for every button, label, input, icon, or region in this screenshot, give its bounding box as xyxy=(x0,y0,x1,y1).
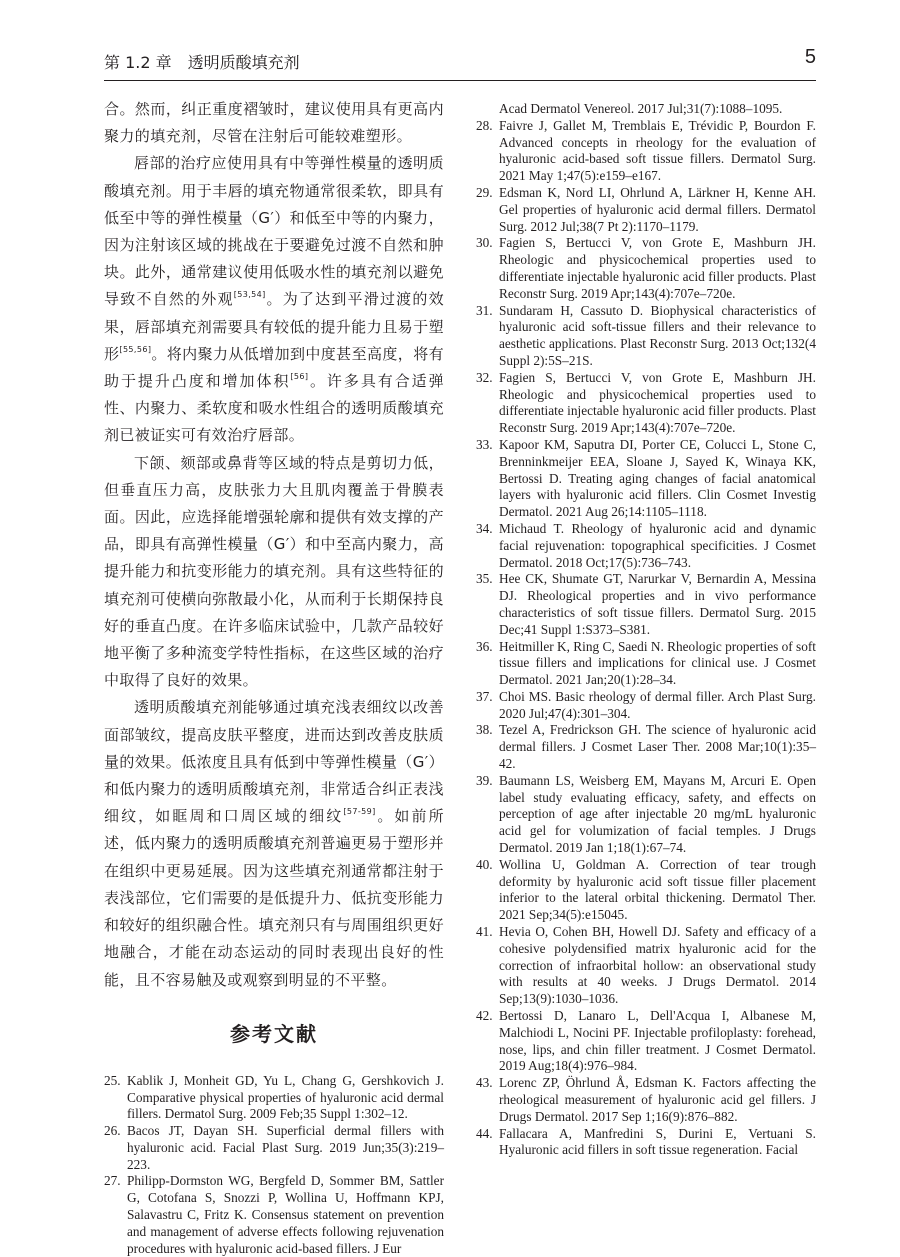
reference-item: 42. Bertossi D, Lanaro L, Dell'Acqua I, Albanese M, Malchiodi L, Nocini PF. Injectable profiloplasty: forehead, nose, lips, and chin filler treatment. J Cosmet Dermatol. 2019 Aug;18(4):976–984. xyxy=(476,1008,816,1074)
reference-item: 36. Heitmiller K, Ring C, Saedi N. Rheologic properties of soft tissue fillers and implications for clinical use. J Cosmet Dermatol. 2021 Jan;20(1):28–34. xyxy=(476,638,816,688)
reference-item: 39. Baumann LS, Weisberg EM, Mayans M, Arcuri E. Open label study evaluating efficacy, safety, and effects on perception of age after injectable 20 mg/mL hyaluronic acid gel for volumization of facial temples. J Drugs Dermatol. 2019 Jan 1;18(1):67–74. xyxy=(476,772,816,856)
header-rule xyxy=(104,80,816,81)
reference-item: 34. Michaud T. Rheology of hyaluronic acid and dynamic facial rejuvenation: topographical specificities. J Cosmet Dermatol. 2018 Oct;17(5):736–743. xyxy=(476,520,816,570)
body-paragraph: 透明质酸填充剂能够通过填充浅表细纹以改善面部皱纹，提高皮肤平整度，进而达到改善皮肤质量的效果。低浓度且具有低到中等弹性模量（G′）和低内聚力的透明质酸填充剂，非常适合纠正表浅细纹，如眶周和口周区域的细纹[57-59]。如前所述，低内聚力的透明质酸填充剂普遍更易于塑形并在组织中更易延展。因为这些填充剂通常都注射于表浅部位，它们需要的是低提升力、低抗变形能力和较好的组织融合性。填充剂只有与周围组织更好地融合，才能在动态运动的同时表现出良好的性能，且不容易触及或观察到明显的不平整。 xyxy=(104,698,444,989)
citation: [55,56] xyxy=(119,344,152,354)
reference-item: 33. Kapoor KM, Saputra DI, Porter CE, Colucci L, Stone C, Brenninkmeijer EEA, Sloane J, Sayed K, Winaya KK, Bertossi D. Treating aging changes of facial anatomical layers with hyaluronic acid fillers. Clin Cosmet Investig Dermatol. 2021 Aug 26;14:1105–1118. xyxy=(476,436,816,520)
running-header xyxy=(104,46,816,76)
reference-item: 32. Fagien S, Bertucci V, von Grote E, Mashburn JH. Rheologic and physicochemical properties used to differentiate injectable hyaluronic acid filler products. Plast Reconstr Surg. 2019 Apr;143(4):707e–720e. xyxy=(476,369,816,436)
citation: [56] xyxy=(290,372,309,382)
reference-item: 27. Philipp-Dormston WG, Bergfeld D, Sommer BM, Sattler G, Cotofana S, Snozzi P, Wollina U, Hoffmann KPJ, Salavastru C, Fritz K. Consensus statement on prevention and management of adverse effects following rejuvenation procedures with hyaluronic acid-based fillers. J Eur xyxy=(104,1173,444,1256)
reference-item: 43. Lorenc ZP, Öhrlund Å, Edsman K. Factors affecting the rheological measurement of hyaluronic acid gel fillers. J Drugs Dermatol. 2017 Sep 1;16(9):876–882. xyxy=(476,1075,816,1124)
reference-item: 35. Hee CK, Shumate GT, Narurkar V, Bernardin A, Messina DJ. Rheological properties and in vivo performance characteristics of soft tissue fillers. Dermatol Surg. 2015 Dec;41 Suppl 1:S373–S381. xyxy=(476,571,816,637)
reference-item: 28. Faivre J, Gallet M, Tremblais E, Trévidic P, Bourdon F. Advanced concepts in rheology for the evaluation of hyaluronic acid-based soft tissue fillers. Dermatol Surg. 2021 May 1;47(5):e159–e167. xyxy=(476,117,816,184)
citation: [53,54] xyxy=(233,290,266,300)
reference-item: 25. Kablik J, Monheit GD, Yu L, Chang G, Gershkovich J. Comparative physical properties of hyaluronic acid dermal fillers. Dermatol Surg. 2009 Feb;35 Suppl 1:302–12. xyxy=(104,1072,444,1122)
body-paragraph: 下颌、颏部或鼻背等区域的特点是剪切力低，但垂直压力高，皮肤张力大且肌肉覆盖于骨膜表面。因此，应选择能增强轮廓和提供有效支撑的产品，即具有高弹性模量（G′）和中至高内聚力，高提升能力和抗变形能力的填充剂。具有这些特征的填充剂可使横向弥散最小化，从而利于长期保持良好的垂直凸度。在许多临床试验中，几款产品较好地平衡了多种流变学特性指标，在这些区域的治疗中取得了良好的效果。 xyxy=(104,453,444,690)
references-heading: 参考文献 xyxy=(230,1021,318,1046)
left-column xyxy=(104,96,444,1257)
body-paragraph: 唇部的治疗应使用具有中等弹性模量的透明质酸填充剂。用于丰唇的填充物通常很柔软，即具有低至中等的弹性模量（G′）和低至中等的内聚力，因为注射该区域的挑战在于要避免过渡不自然和肿块。此外，通常建议使用低吸水性的填充剂以避免导致不自然的外观[53,54]。为了达到平滑过渡的效果，唇部填充剂需要具有较低的提升能力且易于塑形[55,56]。将内聚力从低增加到中度甚至高度，将有助于提升凸度和增加体积[56]。许多具有合适弹性、内聚力、柔软度和吸水性组合的透明质酸填充剂已被证实可有效治疗唇部。 xyxy=(104,154,445,445)
reference-item: 31. Sundaram H, Cassuto D. Biophysical characteristics of hyaluronic acid soft-tissue fillers and their relevance to aesthetic applications. Plast Reconstr Surg. 2013 Oct;132(4 Suppl 2):5S–21S. xyxy=(476,302,816,368)
body-paragraph: 合。然而，纠正重度褶皱时，建议使用具有更高内聚力的填充剂，尽管在注射后可能较难塑形。 xyxy=(104,100,444,146)
reference-item: 41. Hevia O, Cohen BH, Howell DJ. Safety and efficacy of a cohesive polydensified matrix hyaluronic acid for the correction of infraorbital hollow: an observational study with results at 40 weeks. J Drugs Dermatol. 2014 Sep;13(9):1030–1036. xyxy=(476,924,816,1007)
chapter-title: 第 1.2 章 透明质酸填充剂 xyxy=(104,53,300,72)
citation: [57-59] xyxy=(343,807,376,817)
reference-item: 40. Wollina U, Goldman A. Correction of tear trough deformity by hyaluronic acid soft tissue filler placement inferior to the lateral orbital thickening. Dermatol Ther. 2021 Sep;34(5):e15045. xyxy=(476,856,816,923)
page-number: 5 xyxy=(804,46,816,68)
reference-item: 26. Bacos JT, Dayan SH. Superficial dermal fillers with hyaluronic acid. Facial Plast Surg. 2019 Jun;35(3):219–223. xyxy=(104,1123,444,1172)
reference-continuation: Acad Dermatol Venereol. 2017 Jul;31(7):1088–1095. xyxy=(499,101,783,116)
reference-item: 30. Fagien S, Bertucci V, von Grote E, Mashburn JH. Rheologic and physicochemical properties used to differentiate injectable hyaluronic acid filler products. Plast Reconstr Surg. 2019 Apr;143(4):707e–720e. xyxy=(476,235,816,301)
reference-item: 37. Choi MS. Basic rheology of dermal filler. Arch Plast Surg. 2020 Jul;47(4):301–304. xyxy=(476,688,816,721)
right-column xyxy=(476,101,816,1159)
reference-item: 38. Tezel A, Fredrickson GH. The science of hyaluronic acid dermal fillers. J Cosmet Laser Ther. 2008 Mar;10(1):35–42. xyxy=(476,722,816,772)
reference-item: 29. Edsman K, Nord LI, Ohrlund A, Lärkner H, Kenne AH. Gel properties of hyaluronic acid dermal fillers. Dermatol Surg. 2012 Jul;38(7 Pt 2):1170–1179. xyxy=(476,184,816,234)
reference-item: 44. Fallacara A, Manfredini S, Durini E, Vertuani S. Hyaluronic acid fillers in soft tissue regeneration. Facial xyxy=(476,1125,816,1158)
